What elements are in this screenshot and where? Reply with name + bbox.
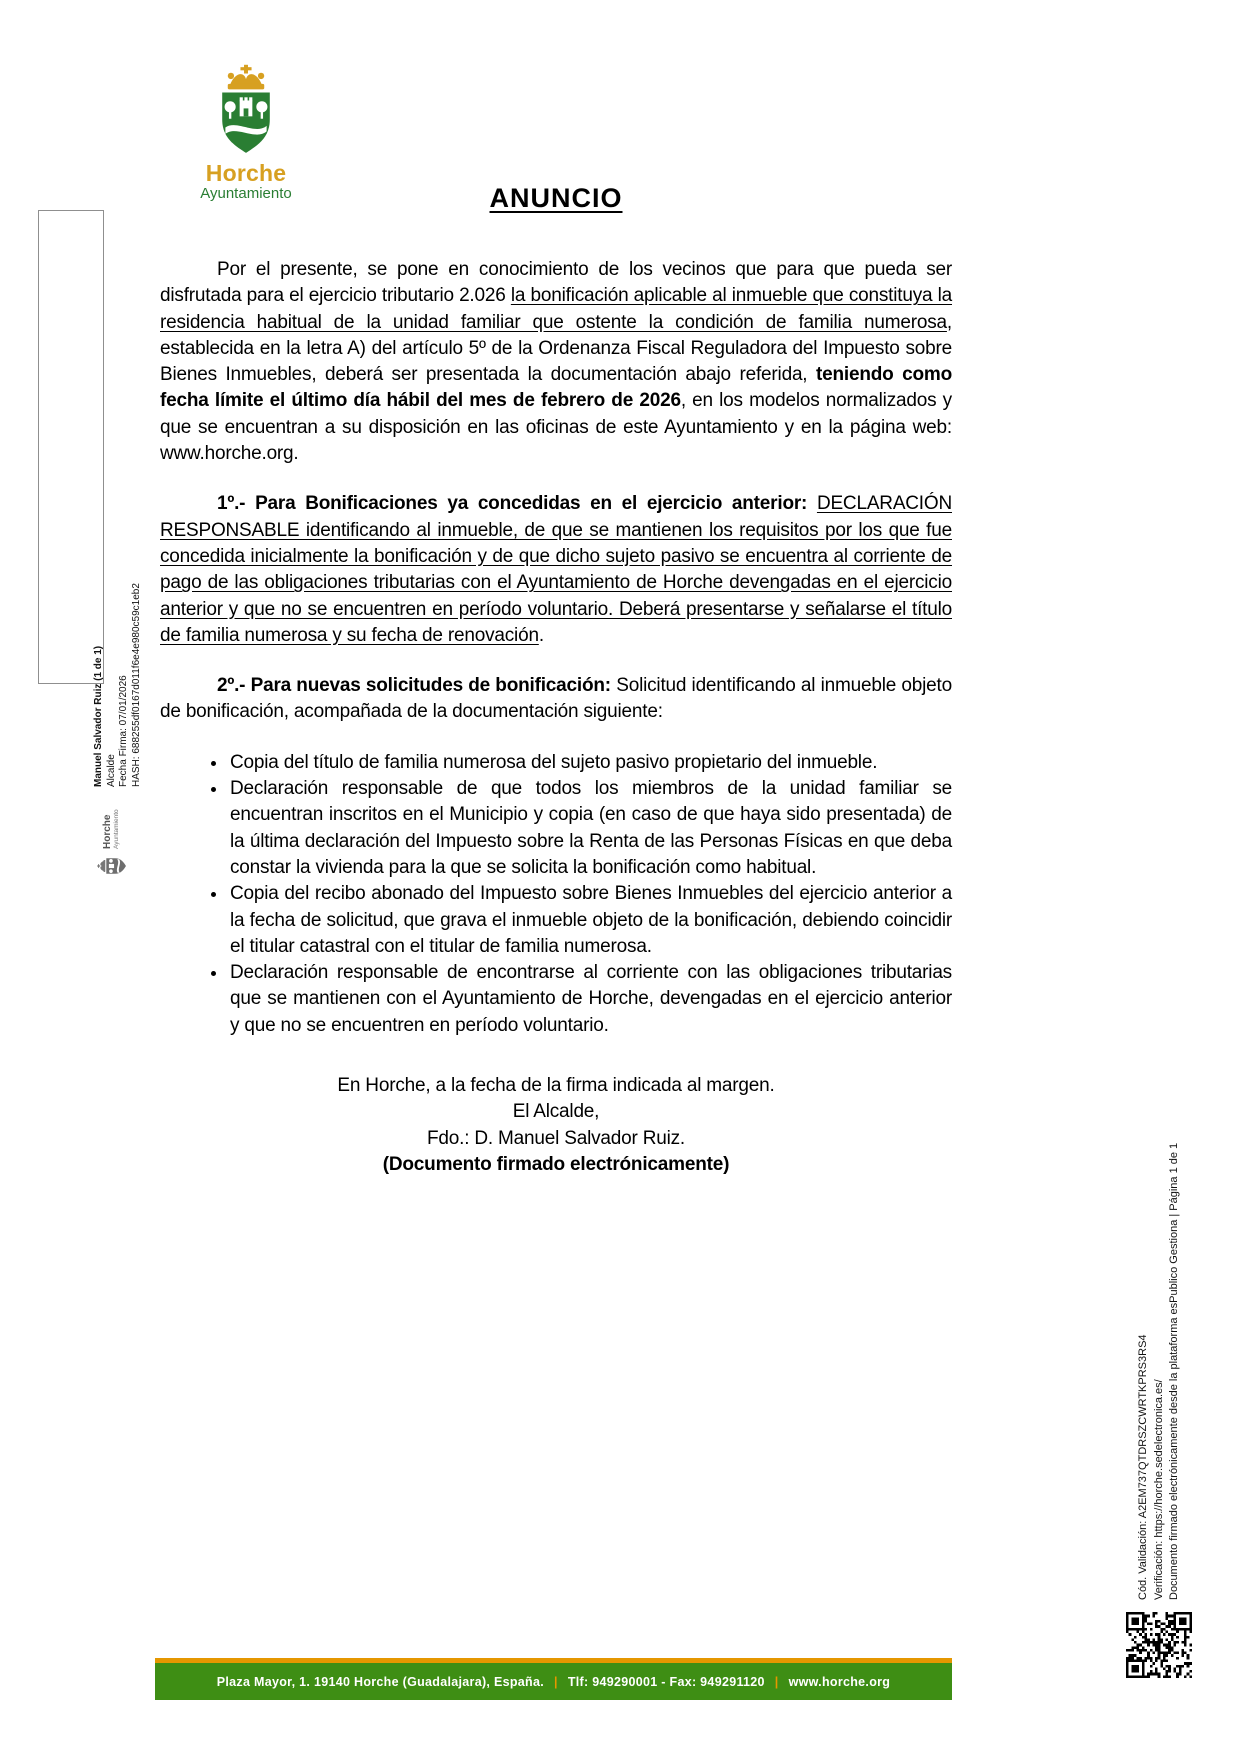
horche-shield-mini-icon [97, 853, 127, 879]
logo-name: Horche [205, 160, 287, 186]
paragraph-first-point: 1º.- Para Bonificaciones ya concedidas en el ejercicio anterior: DECLARACIÓN RESPONSABLE identificando al inmueble, de que se mantienen los requisitos por los que fue concedida inicialmente la bonificación y de que dicho sujeto pasivo se encuentra al corriente de pago de las obligaciones tributarias con el Ayuntamiento de Horche devengadas en el ejercicio anterior y que no se encuentren en período voluntario. Deberá presentarse y señalarse el título de familia numerosa y su fecha de renovación. [160, 493, 952, 646]
signature-stamp-text [93, 583, 143, 787]
footer-phone-fax: Tlf: 949290001 - Fax: 949291120 [567, 1674, 765, 1689]
requirements-list [160, 750, 952, 1039]
signature-block [160, 1073, 952, 1178]
signer-role: Alcalde [105, 754, 117, 787]
footer-separator: | [554, 1674, 558, 1689]
paragraph-second-point: 2º.- Para nuevas solicitudes de bonificación: Solicitud identificando al inmueble objeto de bonificación, acompañada de la documentación siguiente: [160, 675, 952, 723]
closing-role-line: El Alcalde, [512, 1101, 600, 1123]
paragraph-intro: Por el presente, se pone en conocimiento de los vecinos que para que pueda ser disfrutada para el ejercicio tributario 2.026 la bonificación aplicable al inmueble que constituya la residencia habitual de la unidad familiar que ostente la condición de familia numerosa, establecida en la letra A) del artículo 5º de la Ordenanza Fiscal Reguladora del Impuesto sobre Bienes Inmuebles, deberá ser presentada la documentación abajo referida, teniendo como fecha límite el último día hábil del mes de febrero de 2026, en los modelos normalizados y que se encuentran a su disposición en las oficinas de este Ayuntamiento y en la página web: www.horche.org. [160, 259, 953, 465]
verification-url: Verificación: https://horche.sedelectronica.es/ [1152, 1379, 1165, 1600]
signature-hash: HASH: 688255df0167d011f6e4e980c59c1eb2 [130, 583, 142, 787]
mini-logo-subtitle: Ayuntamiento [113, 809, 120, 849]
validation-code: Cód. Validación: A2EM737QTDRSZCWRTKPRS3RS4 [1137, 1334, 1149, 1600]
closing-esign-line: (Documento firmado electrónicamente) [382, 1153, 730, 1175]
page-title: ANUNCIO [489, 183, 623, 213]
validation-margin-text [1136, 1143, 1183, 1600]
list-item: • Declaración responsable de encontrarse al corriente con las obligaciones tributarias que se mantienen con el Ayuntamiento de Horche, devengadas en el ejercicio anterior y que no se encuentren en período voluntario. [228, 960, 952, 1039]
footer-website: www.horche.org [788, 1674, 891, 1689]
signer-name: Manuel Salvador Ruiz (1 de 1) [93, 645, 104, 787]
list-item: • Declaración responsable de que todos los miembros de la unidad familiar se encuentran inscritos en el Municipio y copia (en caso de que haya sido presentada) de la última declaración del Impuesto sobre la Renta de las Personas Físicas en que deba constar la vivienda para la que se solicita la bonificación como habitual. [228, 776, 952, 881]
footer-bar [155, 1658, 952, 1700]
mini-logo-name: Horche [102, 814, 113, 849]
closing-place-line: En Horche, a la fecha de la firma indicada al margen. [337, 1075, 775, 1097]
document-body [160, 0, 952, 1178]
footer-address: Plaza Mayor, 1. 19140 Horche (Guadalajara), España. [216, 1674, 545, 1689]
stamp-mini-logo [97, 809, 127, 879]
logo-subtitle: Ayuntamiento [200, 185, 292, 202]
footer-separator: | [774, 1674, 779, 1689]
signature-stamp-box [38, 210, 142, 849]
qr-code [1126, 1612, 1192, 1678]
list-item: • Copia del título de familia numerosa del sujeto pasivo propietario del inmueble. [228, 750, 952, 776]
platform-page-info: Documento firmado electrónicamente desde la plataforma esPublico Gestiona | Página 1 de 1 [1168, 1142, 1180, 1600]
list-item: • Copia del recibo abonado del Impuesto sobre Bienes Inmuebles del ejercicio anterior a la fecha de solicitud, que grava el inmueble objeto de la bonificación, debiendo coincidir el titular catastral con el titular de familia numerosa. [228, 881, 952, 960]
closing-signer-line: Fdo.: D. Manuel Salvador Ruiz. [426, 1127, 685, 1149]
signature-date: Fecha Firma: 07/01/2026 [118, 675, 129, 787]
